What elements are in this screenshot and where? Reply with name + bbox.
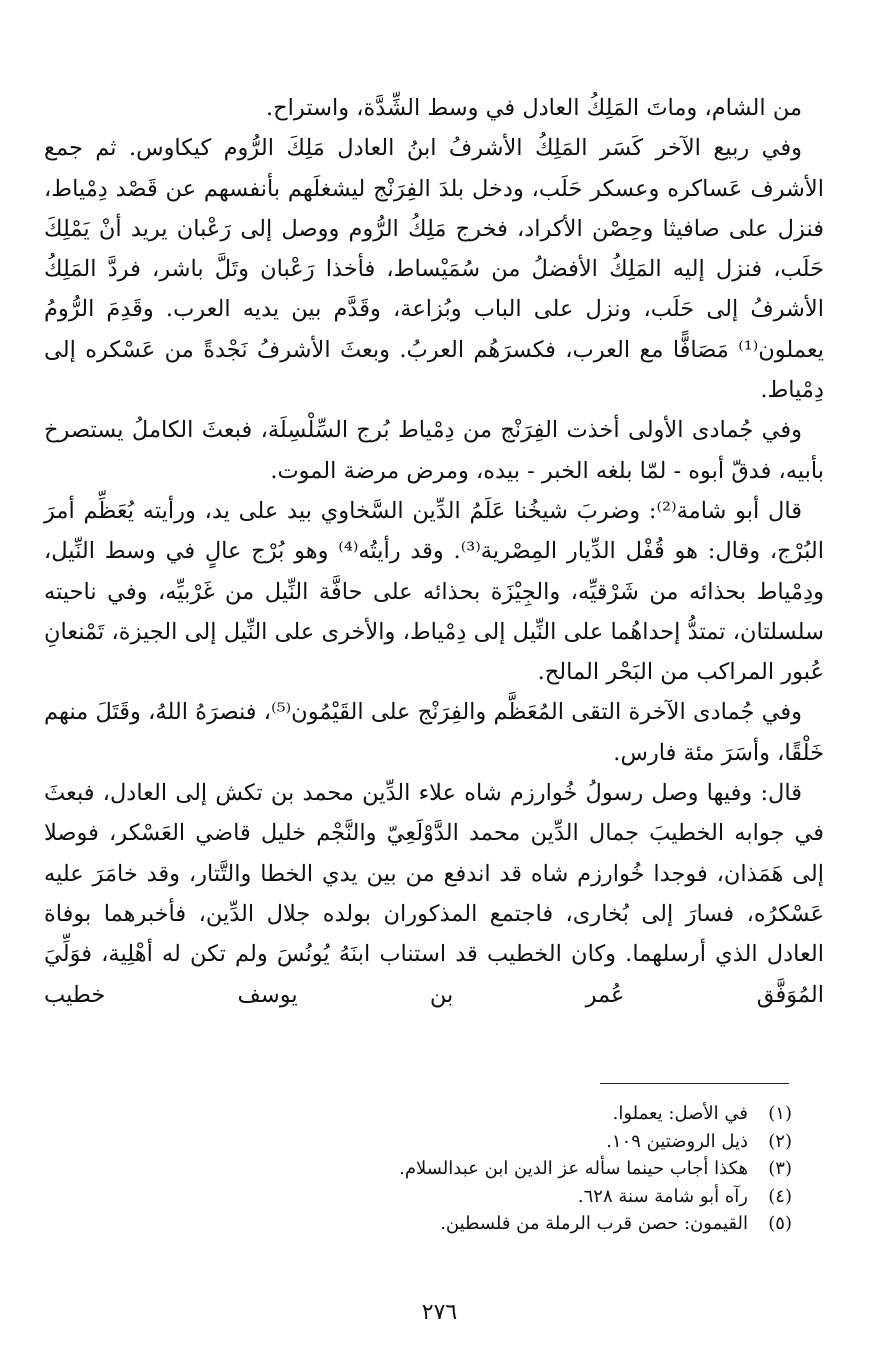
paragraph-2: وفي ربيع الآخر كَسَر المَلِكُ الأشرفُ ابنُ العادل مَلِكَ الرُّوم كيكاوس. ثم جمع الأشرف عَساكره وعسكر حَلَب، ودخل بلدَ الفِرَنْج ليشغلَهم بأنفسهم عن قَصْد دِمْياط، فنزل على صافيثا وحِصْن الأكراد، فخرج مَلِكُ الرُّوم ووصل إلى رَعْبان يريد أنْ يَمْلِكَ حَلَب، فنزل إليه المَلِكُ الأفضلُ من سُمَيْساط، فأخذا رَعْبان وتَلَّ باشر، فردَّ المَلِكُ الأشرفُ إلى حَلَب، ونزل على الباب وبُزاعة، وقَدَّم بين يديه العرب. وقَدِمَ الرُّومُ يعملون⁽¹⁾ مَصَافًّا مع العرب، فكسرَهُم العربُ. وبعثَ الأشرفُ نَجْدةً من عَسْكره إلى دِمْياط. [44,135,824,404]
footnote-number: (٢) [768,1130,792,1152]
paragraph-1: من الشام، وماتَ المَلِكُ العادل في وسط الشِّدَّة، واستراح. [265,95,802,121]
footnote-separator [600,1083,789,1084]
footnote-text: القيمون: حصن قرب الرملة من فلسطين. [440,1213,748,1234]
footnote-item [200,1183,792,1211]
footnote-number: (٥) [768,1213,792,1234]
footnote-number: (٣) [768,1158,792,1179]
footnote-item [200,1100,792,1128]
main-text [44,88,824,1015]
footnotes-list [200,1100,792,1238]
page-number: ٢٧٦ [421,1300,458,1325]
paragraph-4: قال أبو شامة⁽²⁾: وضربَ شيخُنا عَلَمُ الدِّين السَّخاوي بيد على يد، ورأيته يُعَظِّم أمرَ البُرْج، وقال: هو قُفْل الدِّيار المِصْرية⁽³⁾. وقد رأيتُه⁽⁴⁾ وهو بُرْج عالٍ في وسط النِّيل، ودِمْياط بحذائه من شَرْقيِّه، والجِيْزَة بحذائه على حافَّة النِّيل من غَرْبيِّه، وفي ناحيته سلسلتان، تمتدُّ إحداهُما على النِّيل إلى دِمْياط، والأخرى على النِّيل إلى الجيزة، تَمْنعانِ عُبور المراكب من البَحْر المالح. [44,497,824,686]
footnote-text: ذيل الروضتين ١٠٩. [606,1130,748,1152]
footnote-text: في الأصل: يعملوا. [612,1103,748,1124]
paragraph-6: قال: وفيها وصل رسولُ خُوارزم شاه علاء الدِّين محمد بن تكش إلى العادل، فبعثَ في جوابه الخطيبَ جمال الدِّين محمد الدَّوْلَعِيّ والنَّجْم خليل قاضي العَسْكر، فوصلا إلى هَمَذان، فوجدا خُوارزم شاه قد اندفع من بين يدي الخطا والتَّتار، وقد خامَرَ عليه عَسْكرُه، فسارَ إلى بُخارى، فاجتمع المذكوران بولده جلال الدِّين، فأخبرهما بوفاة العادل الذي أرسلهما. وكان الخطيب قد استناب ابنَهُ يُونُسَ ولم تكن له أهْلِية، فوَلِّيَ المُوَفَّق عُمر بن يوسف خطيب [44,780,824,1008]
paragraph-3: وفي جُمادى الأولى أخذت الفِرَنْج من دِمْياط بُرج السِّلْسِلَة، فبعثَ الكاملُ يستصرخ بأبيه، فدقّ أبوه - لمّا بلغه الخبر - بيده، ومرض مرضة الموت. [44,417,824,484]
footnote-text: رآه أبو شامة سنة ٦٢٨. [577,1185,748,1207]
footnote-item [200,1128,792,1156]
footnote-item [200,1210,792,1238]
footnote-text: هكذا أجاب حينما سأله عز الدين ابن عبدالسلام. [399,1158,748,1179]
footnote-number: (١) [768,1103,792,1124]
paragraph-5: وفي جُمادى الآخرة التقى المُعَظَّم والفِرَنْج على القَيْمُون⁽⁵⁾، فنصرَهُ اللهُ، وقَتَلَ منهم خَلْقًا، وأسَرَ مئة فارس. [44,699,824,766]
footnote-number: (٤) [768,1185,792,1207]
footnote-item [200,1155,792,1183]
